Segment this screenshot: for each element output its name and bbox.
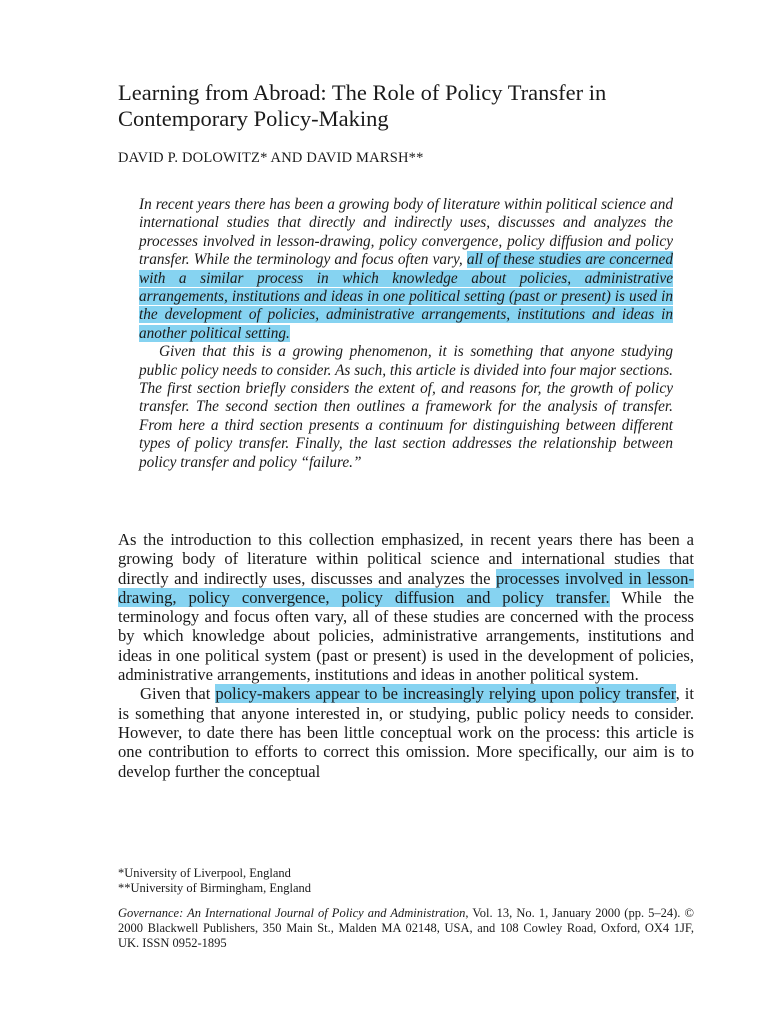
body-text-segment: While the terminology and focus often vary, all of these studies are concerned with the process by which knowledge about policies, administrative arrangements, institutions and ideas in one political system (past or present) is used in the development of policies, administrative arrangements, institutions and ideas in another political system. [118,587,694,685]
highlighted-text[interactable]: processes involved in lesson-drawing, policy convergence, policy diffusion and policy transfer. [118,568,694,607]
author-line: DAVID P. DOLOWITZ* AND DAVID MARSH** [118,150,424,166]
citation-details: , Vol. 13, No. 1, January 2000 (pp. 5–24). © 2000 Blackwell Publishers, 350 Main St., Malden MA 02148, USA, and 108 Cowley Road, Oxford, OX4 1JF, UK. ISSN 0952-1895 [118,906,694,950]
journal-citation [118,906,694,951]
body-paragraph-1 [118,530,694,684]
body-text-segment: , it is something that anyone interested in, or studying, public policy needs to consider. However, to date there has been little conceptual work on the process: this article is one contribution to efforts to correct this omission. More specifically, our aim is to develop further the conceptual [118,684,694,781]
body-text-segment: Given that [140,684,216,704]
body-paragraph-2 [118,684,694,780]
journal-name: Governance: An International Journal of Policy and Administration [118,906,466,920]
abstract-paragraph-2: Given that this is a growing phenomenon, it is something that anyone studying public policy needs to consider. As such, this article is divided into four major sections. The first section briefly considers the extent of, and reasons for, the growth of policy transfer. The second section then outlines a framework for the analysis of transfer. From here a third section presents a continuum for distinguishing between different types of policy transfer. Finally, the last section addresses the relationship between policy transfer and policy “failure.” [139,343,673,471]
footnote-affiliation-1: *University of Liverpool, England [118,866,291,880]
highlighted-text[interactable]: policy-makers appear to be increasingly relying upon policy transfer [215,684,676,704]
abstract-paragraph-1 [139,196,673,343]
article-title: Learning from Abroad: The Role of Policy Transfer in Contemporary Policy-Making [118,80,607,131]
footnotes [118,866,694,896]
footnote-affiliation-2: **University of Birmingham, England [118,881,312,895]
abstract-text: In recent years there has been a growing body of literature within political science and international studies that directly and indirectly uses, discusses and analyzes the processes involved in lesson-drawing, policy convergence, policy diffusion and policy transfer. While the terminology and focus often vary, [139,196,673,269]
body-text [118,530,694,781]
body-text-segment: As the introduction to this collection emphasized, in recent years there has been a growing body of literature within political science and international studies that directly and indirectly uses, discusses and analyzes the [118,530,694,588]
abstract [139,196,673,472]
highlighted-text[interactable]: all of these studies are concerned with a similar process in which knowledge about policies, administrative arrangements, institutions and ideas in one political setting (past or present) is used in the development of policies, administrative arrangements, institutions and ideas in another political setting. [139,251,673,342]
